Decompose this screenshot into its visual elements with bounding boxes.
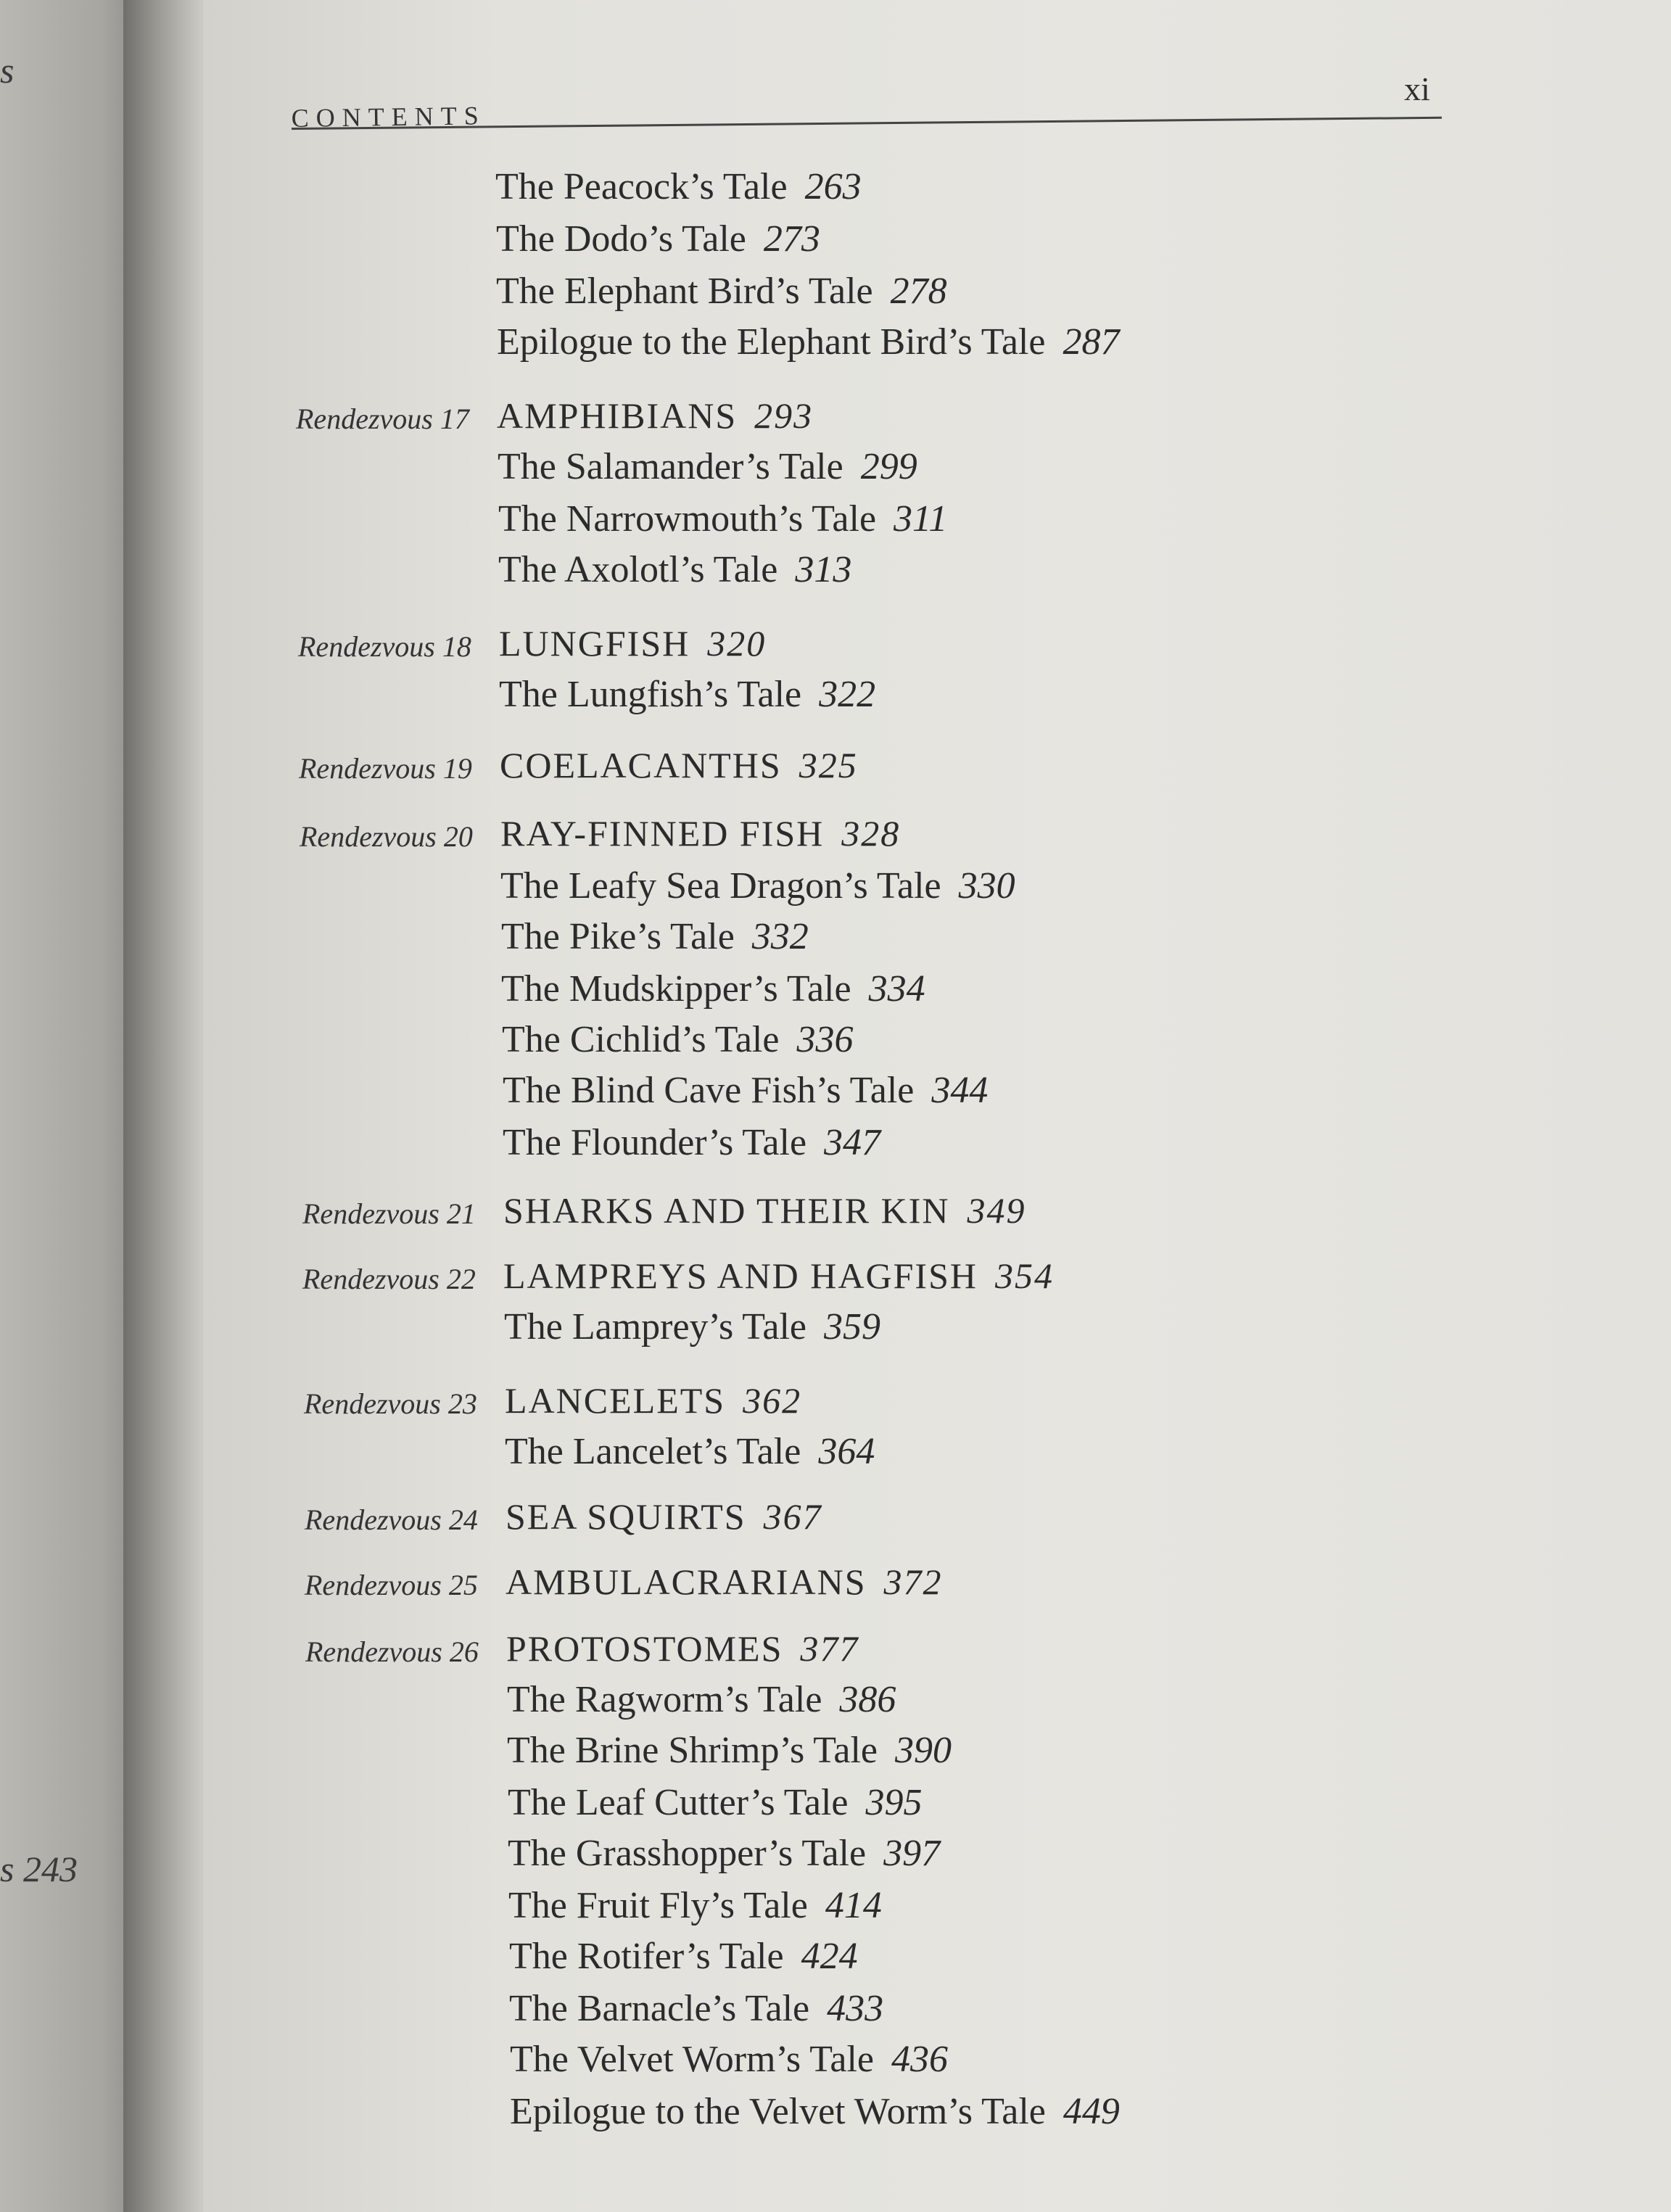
entry-title: The Barnacle’s Tale <box>509 1988 810 2029</box>
page-reference: 359 <box>824 1306 881 1348</box>
rendezvous-label: Rendezvous 17 <box>296 403 469 435</box>
entry-title: The Cichlid’s Tale <box>502 1019 780 1060</box>
page-reference: 278 <box>890 271 947 312</box>
toc-entry <box>509 1987 883 2030</box>
page-reference: 344 <box>931 1070 989 1111</box>
toc-entry <box>498 498 947 540</box>
entry-title: The Lungfish’s Tale <box>499 674 802 715</box>
page-reference: 263 <box>804 166 862 207</box>
section-title: AMPHIBIANS <box>497 395 738 436</box>
section-title: AMBULACRARIANS <box>506 1561 867 1602</box>
toc-entry <box>504 1305 880 1348</box>
page-reference: 364 <box>818 1431 875 1472</box>
entry-title: The Mudskipper’s Tale <box>501 968 851 1010</box>
page-reference: 311 <box>894 498 948 540</box>
entry-title: The Rotifer’s Tale <box>509 1936 784 1977</box>
section-title: SHARKS AND THEIR KIN <box>503 1190 950 1231</box>
page-reference: 320 <box>707 623 767 664</box>
toc-entry <box>508 1884 882 1927</box>
toc-section-heading <box>503 1255 1054 1297</box>
toc-section-heading <box>500 744 858 786</box>
toc-entry <box>498 548 851 591</box>
entry-title: The Narrowmouth’s Tale <box>498 498 877 540</box>
page-reference: 424 <box>801 1936 858 1977</box>
entry-title: Epilogue to the Velvet Worm’s Tale <box>510 2091 1046 2132</box>
toc-entry <box>503 1121 880 1164</box>
page-reference: 334 <box>868 968 925 1010</box>
previous-page-fragment: s 243 <box>0 1849 78 1889</box>
toc-section-heading <box>497 395 813 437</box>
toc-entry <box>497 321 1119 363</box>
page-reference: 299 <box>860 446 917 487</box>
page-number: xi <box>1404 70 1430 107</box>
entry-title: The Lancelet’s Tale <box>505 1431 801 1472</box>
page-reference: 390 <box>895 1730 952 1771</box>
toc-entry <box>503 1069 988 1112</box>
rendezvous-label: Rendezvous 26 <box>305 1635 479 1668</box>
running-head: CONTENTS <box>291 101 486 133</box>
section-title: LAMPREYS AND HAGFISH <box>503 1255 978 1296</box>
toc-entry <box>507 1729 952 1772</box>
page-reference: 377 <box>800 1628 859 1669</box>
toc-entry <box>508 1781 922 1824</box>
entry-title: The Brine Shrimp’s Tale <box>507 1730 878 1771</box>
toc-entry <box>510 2090 1120 2133</box>
toc-entry <box>496 218 820 260</box>
page-reference: 397 <box>883 1833 941 1874</box>
page-reference: 347 <box>824 1122 881 1163</box>
toc-section-heading <box>506 1495 822 1538</box>
entry-title: The Leafy Sea Dragon’s Tale <box>500 865 941 907</box>
page-reference: 414 <box>825 1885 882 1926</box>
entry-title: The Lamprey’s Tale <box>504 1306 807 1348</box>
previous-page-fragment: s <box>0 50 15 91</box>
section-title: SEA SQUIRTS <box>506 1496 746 1537</box>
section-title: RAY-FINNED FISH <box>500 813 825 854</box>
toc-entry <box>502 1018 853 1061</box>
page-reference: 386 <box>839 1679 896 1720</box>
page-reference: 293 <box>754 395 814 436</box>
page-reference: 354 <box>995 1255 1054 1296</box>
toc-entry <box>505 1430 875 1473</box>
page-reference: 367 <box>763 1496 822 1537</box>
entry-title: The Velvet Worm’s Tale <box>510 2039 874 2080</box>
page-reference: 436 <box>891 2039 948 2080</box>
section-title: LUNGFISH <box>499 623 690 664</box>
entry-title: The Leaf Cutter’s Tale <box>508 1782 849 1823</box>
entry-title: The Fruit Fly’s Tale <box>508 1885 808 1926</box>
entry-title: The Blind Cave Fish’s Tale <box>503 1070 915 1111</box>
page-reference: 433 <box>827 1988 884 2029</box>
section-title: PROTOSTOMES <box>506 1628 783 1669</box>
toc-entry <box>498 445 917 488</box>
rendezvous-label: Rendezvous 25 <box>305 1569 478 1601</box>
page-reference: 273 <box>763 218 820 260</box>
section-title: COELACANTHS <box>500 745 782 785</box>
page-reference: 362 <box>743 1380 802 1421</box>
toc-entry <box>496 270 947 313</box>
page-reference: 287 <box>1063 321 1120 363</box>
page-reference: 322 <box>819 674 876 715</box>
toc-section-heading <box>500 812 900 854</box>
entry-title: The Flounder’s Tale <box>503 1122 807 1163</box>
page-reference: 336 <box>796 1019 854 1060</box>
toc-entry <box>509 1935 858 1978</box>
page-reference: 330 <box>958 865 1015 907</box>
entry-title: The Salamander’s Tale <box>498 446 843 487</box>
rendezvous-label: Rendezvous 20 <box>300 820 473 853</box>
entry-title: The Elephant Bird’s Tale <box>496 271 873 312</box>
rendezvous-label: Rendezvous 24 <box>305 1503 478 1536</box>
entry-title: Epilogue to the Elephant Bird’s Tale <box>497 321 1046 363</box>
entry-title: The Dodo’s Tale <box>496 218 746 260</box>
page-reference: 349 <box>967 1190 1026 1231</box>
entry-title: The Peacock’s Tale <box>495 166 788 207</box>
toc-entry <box>507 1678 896 1721</box>
entry-title: The Grasshopper’s Tale <box>508 1833 867 1874</box>
toc-entry <box>495 165 862 208</box>
page-reference: 325 <box>799 745 858 785</box>
toc-section-heading <box>506 1561 943 1603</box>
page-reference: 332 <box>751 916 809 957</box>
section-title: LANCELETS <box>505 1380 726 1421</box>
page-reference: 395 <box>865 1782 923 1823</box>
toc-section-heading <box>499 622 766 664</box>
rendezvous-label: Rendezvous 21 <box>302 1197 476 1230</box>
toc-entry <box>510 2038 948 2081</box>
entry-title: The Ragworm’s Tale <box>507 1679 822 1720</box>
toc-entry <box>501 967 925 1010</box>
toc-section-heading <box>503 1189 1026 1231</box>
toc-entry <box>501 915 809 958</box>
rendezvous-label: Rendezvous 18 <box>298 630 471 663</box>
entry-title: The Axolotl’s Tale <box>498 549 778 590</box>
toc-entry <box>508 1832 940 1875</box>
page-reference: 313 <box>795 549 852 590</box>
toc-entry <box>500 864 1015 907</box>
rendezvous-label: Rendezvous 22 <box>302 1263 476 1295</box>
rendezvous-label: Rendezvous 19 <box>299 752 472 785</box>
entry-title: The Pike’s Tale <box>501 916 735 957</box>
rendezvous-label: Rendezvous 23 <box>304 1387 477 1420</box>
page-reference: 449 <box>1063 2091 1120 2132</box>
page-reference: 328 <box>841 813 901 854</box>
toc-entry <box>499 673 875 716</box>
toc-section-heading <box>505 1379 801 1421</box>
toc-section-heading <box>506 1627 859 1670</box>
page-reference: 372 <box>883 1561 943 1602</box>
